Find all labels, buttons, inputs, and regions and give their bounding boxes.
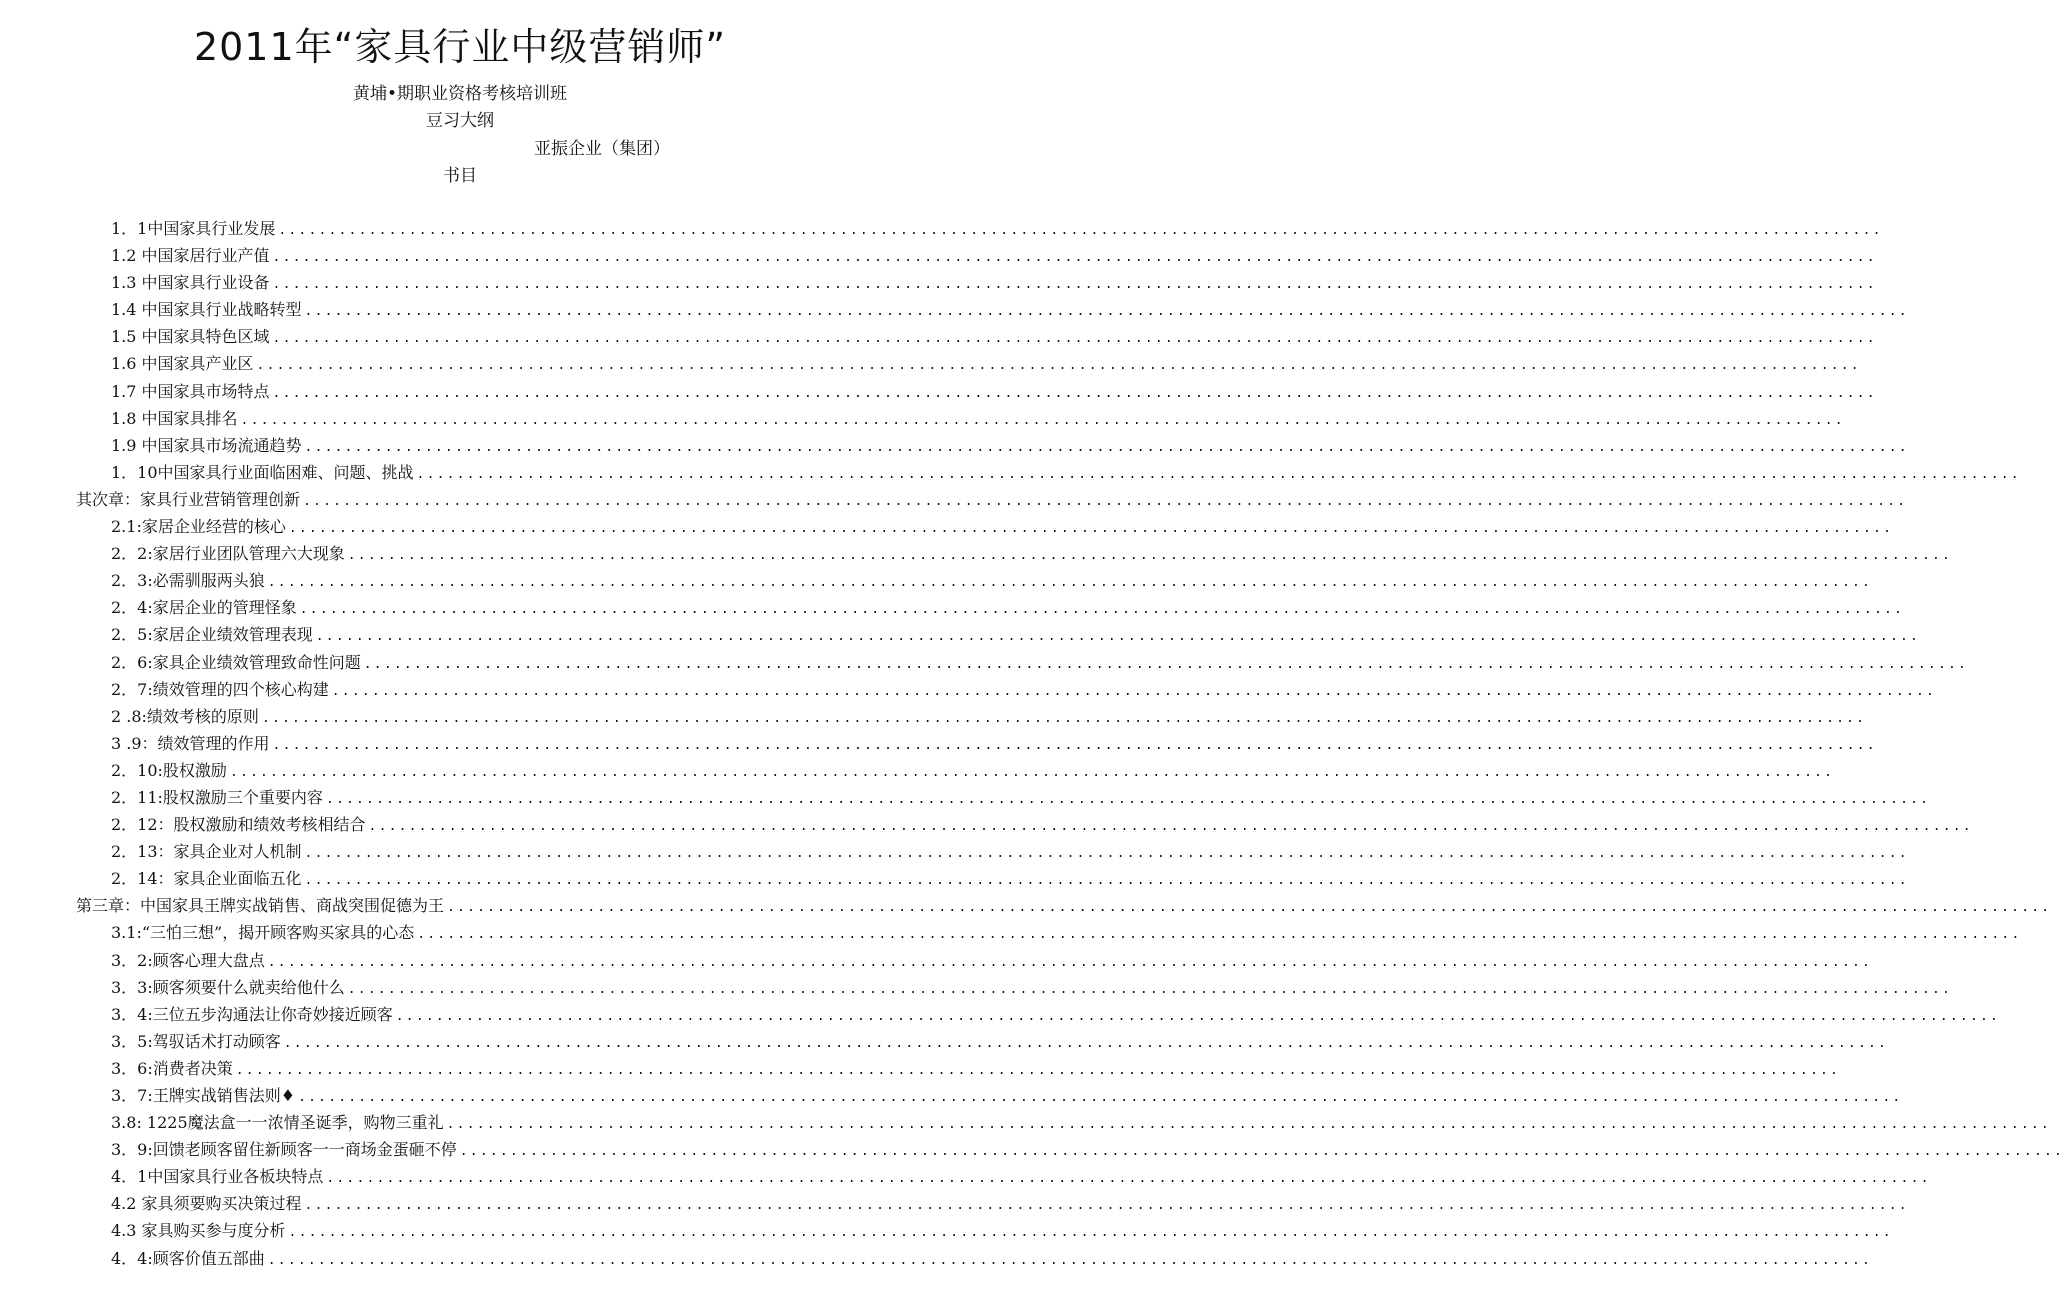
toc-entry-row: [76, 892, 2052, 921]
dot-leader: ................................................................................................................................................................: [446, 1117, 2051, 1133]
toc-entry-label: 1.6 中国家具产业区: [111, 354, 254, 374]
toc-section-entry[interactable]: [0, 784, 1931, 811]
toc-section-entry[interactable]: [0, 1163, 1931, 1190]
toc-section-entry[interactable]: [0, 350, 1861, 377]
toc-section-entry[interactable]: [0, 432, 1909, 459]
toc-section-entry[interactable]: [0, 1028, 1889, 1055]
toc-entry-row: [111, 1136, 2064, 1165]
dot-leader: ................................................................................................................................................................: [240, 412, 1845, 428]
dot-leader: ................................................................................................................................................................: [459, 1144, 2064, 1160]
toc-entry-label: 4.2 家具须要购买决策过程: [111, 1194, 302, 1214]
toc-entry-row: [111, 242, 1877, 271]
dot-leader: ................................................................................................................................................................: [288, 521, 1894, 537]
dot-leader: ................................................................................................................................................................: [256, 358, 1861, 374]
toc-entry-row: [111, 1245, 1873, 1274]
dot-leader: ................................................................................................................................................................: [417, 927, 2022, 943]
toc-entry-label: 1．10中国家具行业面临困难、问题、挑战: [111, 462, 414, 482]
document-title: 2011年“家具行业中级营销师”: [193, 25, 727, 69]
toc-section-entry[interactable]: [0, 1055, 1841, 1082]
dot-leader: ................................................................................................................................................................: [272, 385, 1877, 401]
toc-section-entry[interactable]: [0, 621, 1921, 648]
toc-entry-row: [111, 757, 1835, 786]
toc-entry-label: 1．1中国家具行业发展: [111, 219, 276, 238]
toc-section-entry[interactable]: [0, 513, 1894, 540]
toc-entry-label: 3.1:“三怕三想”，揭开顾客购买家具的心态: [111, 923, 415, 943]
toc-section-entry[interactable]: [0, 865, 1909, 892]
dot-leader: ................................................................................................................................................................: [288, 1225, 1893, 1241]
dot-leader: ................................................................................................................................................................: [326, 1171, 1931, 1187]
training-program-subtitle: 黄埔•期职业资格考核培训班: [352, 84, 568, 104]
toc-entry-row: [111, 974, 1953, 1003]
toc-entry-row: [111, 621, 1921, 650]
toc-entry-label: 4.3 家具购买参与度分析: [111, 1221, 286, 1241]
toc-section-entry[interactable]: [0, 567, 1873, 594]
dot-leader: ................................................................................................................................................................: [278, 223, 1883, 238]
toc-entry-label: 3 .9：绩效管理的作用: [111, 733, 270, 753]
toc-entry-label: 1.8 中国家具排名: [111, 408, 238, 428]
toc-section-entry[interactable]: [0, 838, 1909, 865]
dot-leader: ................................................................................................................................................................: [304, 1198, 1909, 1214]
toc-entry-row: [111, 1109, 2051, 1138]
dot-leader: ................................................................................................................................................................: [299, 602, 1905, 618]
dot-leader: ................................................................................................................................................................: [304, 439, 1909, 455]
toc-section-entry[interactable]: [0, 1109, 2051, 1136]
toc-entry-row: [111, 1217, 1893, 1246]
toc-entry-row: [111, 215, 1883, 244]
dot-leader: ................................................................................................................................................................: [416, 466, 2021, 482]
toc-entry-label: 3．6:消费者决策: [111, 1058, 233, 1078]
toc-entry-label: 1.2 中国家居行业产值: [111, 246, 270, 266]
toc-section-entry[interactable]: [0, 215, 1883, 242]
toc-section-entry[interactable]: [0, 1136, 2064, 1163]
dot-leader: ................................................................................................................................................................: [267, 1252, 1873, 1268]
toc-section-entry[interactable]: [0, 378, 1877, 405]
toc-section-entry[interactable]: [0, 811, 1973, 838]
dot-leader: ................................................................................................................................................................: [315, 629, 1921, 645]
toc-entry-row: [111, 784, 1931, 813]
dot-leader: ................................................................................................................................................................: [368, 819, 1973, 835]
toc-entry-label: 3．9:回馈老顾客留住新顾客一一商场金蛋砸不停: [111, 1140, 457, 1160]
toc-section-entry[interactable]: [0, 1082, 1903, 1109]
toc-section-entry[interactable]: [0, 242, 1877, 269]
dot-leader: ................................................................................................................................................................: [395, 1008, 2001, 1024]
toc-entry-label: 2．3:必需驯服两头狼: [111, 571, 265, 591]
toc-section-entry[interactable]: [0, 1245, 1873, 1272]
toc-entry-row: [111, 540, 1953, 569]
dot-leader: ................................................................................................................................................................: [272, 331, 1877, 347]
toc-entry-row: [111, 296, 1909, 325]
toc-section-entry[interactable]: [0, 459, 2021, 486]
toc-entry-row: [111, 1163, 1931, 1192]
toc-entry-row: [111, 919, 2022, 948]
toc-entry-label: 2．7:绩效管理的四个核心构建: [111, 679, 329, 699]
toc-entry-row: [111, 459, 2021, 488]
toc-entry-label: 4．1中国家具行业各板块特点: [111, 1167, 324, 1187]
toc-entry-label: 1.7 中国家具市场特点: [111, 381, 270, 401]
dot-leader: ................................................................................................................................................................: [272, 737, 1877, 753]
toc-section-entry[interactable]: [0, 269, 1877, 296]
toc-entry-row: [111, 1028, 1889, 1057]
dot-leader: ................................................................................................................................................................: [261, 710, 1867, 726]
toc-section-entry[interactable]: [0, 919, 2022, 946]
dot-leader: ................................................................................................................................................................: [267, 575, 1873, 591]
dot-leader: ................................................................................................................................................................: [304, 304, 1909, 320]
toc-section-entry[interactable]: [0, 676, 1937, 703]
toc-entry-row: [111, 730, 1877, 759]
dot-leader: ................................................................................................................................................................: [272, 277, 1877, 293]
toc-entry-row: [111, 1190, 1909, 1219]
dot-leader: ................................................................................................................................................................: [447, 900, 2052, 916]
dot-leader: ................................................................................................................................................................: [298, 1090, 1903, 1105]
toc-section-entry[interactable]: [0, 1217, 1893, 1244]
toc-entry-row: [111, 676, 1937, 705]
dot-leader: ................................................................................................................................................................: [283, 1035, 1889, 1051]
toc-entry-label: 3．5:驾驭话术打动顾客: [111, 1031, 281, 1051]
toc-entry-row: [111, 513, 1894, 542]
toc-entry-label: 3．7:王牌实战销售法则♦: [111, 1086, 296, 1105]
toc-entry-row: [111, 1001, 2001, 1030]
toc-entry-row: [111, 1055, 1841, 1084]
toc-section-entry[interactable]: [0, 296, 1909, 323]
toc-entry-row: [111, 947, 1873, 976]
toc-entry-label: 1.3 中国家具行业设备: [111, 273, 270, 293]
toc-entry-row: [111, 649, 1969, 678]
dot-leader: ................................................................................................................................................................: [272, 250, 1877, 266]
dot-leader: ................................................................................................................................................................: [304, 873, 1909, 889]
toc-entry-label: 3．3:顾客须要什么就卖给他什么: [111, 977, 345, 997]
toc-section-entry[interactable]: [0, 757, 1835, 784]
toc-entry-label: 2．6:家具企业绩效管理致命性问题: [111, 652, 361, 672]
toc-chapter-entry[interactable]: [0, 486, 1908, 513]
toc-entry-row: [111, 432, 1909, 461]
toc-entry-label: 其次章：家具行业营销管理创新: [76, 489, 301, 509]
toc-entry-label: 2．11:股权激励三个重要内容: [111, 787, 323, 807]
toc-entry-label: 1.5 中国家具特色区域: [111, 327, 270, 347]
toc-entry-row: [111, 350, 1861, 379]
toc-chapter-entry[interactable]: [0, 892, 2052, 919]
toc-entry-row: [111, 703, 1867, 732]
dot-leader: ................................................................................................................................................................: [267, 954, 1873, 970]
toc-entry-row: [111, 378, 1877, 407]
toc-entry-label: 2．12：股权激励和绩效考核相结合: [111, 815, 366, 835]
toc-entry-row: [111, 405, 1845, 434]
toc-section-entry[interactable]: [0, 323, 1877, 350]
toc-entry-label: 2 .8:绩效考核的原则: [111, 706, 259, 726]
toc-entry-row: [111, 838, 1909, 867]
dot-leader: ................................................................................................................................................................: [304, 846, 1909, 862]
toc-entry-label: 2．5:家居企业绩效管理表现: [111, 625, 313, 645]
toc-section-entry[interactable]: [0, 730, 1877, 757]
dot-leader: ................................................................................................................................................................: [331, 683, 1937, 699]
dot-leader: ................................................................................................................................................................: [303, 493, 1908, 509]
toc-entry-label: 1.4 中国家具行业战略转型: [111, 300, 302, 320]
toc-entry-row: [111, 1082, 1903, 1111]
toc-entry-row: [111, 269, 1877, 298]
toc-entry-label: 第三章：中国家具王牌实战销售、商战突围促德为王: [76, 896, 445, 916]
toc-entry-row: [111, 865, 1909, 894]
toc-section-entry[interactable]: [0, 703, 1867, 730]
toc-entry-row: [111, 323, 1877, 352]
dot-leader: ................................................................................................................................................................: [347, 981, 1953, 997]
toc-entry-label: 3．4:三位五步沟通法让你奇妙接近顾客: [111, 1004, 393, 1024]
toc-section-entry[interactable]: [0, 594, 1905, 621]
toc-section-entry[interactable]: [0, 540, 1953, 567]
toc-entry-label: 1.9 中国家具市场流通趋势: [111, 435, 302, 455]
toc-section-entry[interactable]: [0, 1190, 1909, 1217]
toc-entry-row: [76, 486, 1908, 515]
toc-entry-label: 2．14：家具企业面临五化: [111, 869, 302, 889]
contents-heading: 书目: [443, 166, 477, 186]
toc-section-entry[interactable]: [0, 947, 1873, 974]
toc-entry-row: [111, 811, 1973, 840]
dot-leader: ................................................................................................................................................................: [229, 764, 1835, 780]
toc-entry-label: 2．10:股权激励: [111, 760, 227, 780]
dot-leader: ................................................................................................................................................................: [235, 1062, 1841, 1078]
toc-entry-label: 4．4:顾客价值五部曲: [111, 1248, 265, 1268]
toc-section-entry[interactable]: [0, 649, 1969, 676]
toc-entry-label: 3．2:顾客心理大盘点: [111, 950, 265, 970]
toc-entry-row: [111, 567, 1873, 596]
toc-entry-label: 2．4:家居企业的管理怪象: [111, 598, 297, 618]
table-of-contents: [0, 215, 2064, 1272]
toc-entry-label: 2.1:家居企业经营的核心: [111, 517, 286, 537]
dot-leader: ................................................................................................................................................................: [325, 791, 1931, 807]
toc-section-entry[interactable]: [0, 974, 1953, 1001]
company-name: 亚振企业（集团）: [534, 139, 670, 159]
dot-leader: ................................................................................................................................................................: [363, 656, 1969, 672]
toc-entry-row: [111, 594, 1905, 623]
toc-entry-label: 3.8: 1225魔法盒一一浓情圣诞季，购物三重礼: [111, 1113, 444, 1133]
dot-leader: ................................................................................................................................................................: [347, 548, 1953, 564]
syllabus-subtitle: 豆习大纲: [426, 111, 494, 131]
toc-section-entry[interactable]: [0, 405, 1845, 432]
toc-entry-label: 2．13：家具企业对人机制: [111, 842, 302, 862]
toc-entry-label: 2．2:家居行业团队管理六大现象: [111, 544, 345, 564]
toc-section-entry[interactable]: [0, 1001, 2001, 1028]
